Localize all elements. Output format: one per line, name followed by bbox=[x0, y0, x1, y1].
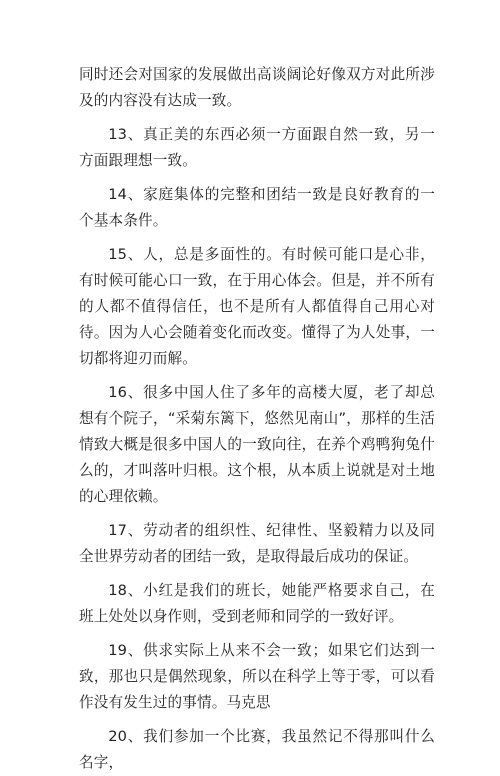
paragraph-13: 13、真正美的东西必须一方面跟自然一致，另一方面跟理想一致。 bbox=[79, 126, 435, 169]
paragraph-18: 18、小红是我们的班长，她能严格要求自己，在班上处处以身作则，受到老师和同学的一致好评。 bbox=[79, 582, 435, 625]
document-body bbox=[79, 62, 435, 776]
paragraph-16: 16、很多中国人住了多年的高楼大厦，老了却总想有个院子，“采菊东篱下，悠然见南山”，那样的生活情致大概是很多中国人的一致向往，在养个鸡鸭狗兔什么的，才叫落叶归根。这个根，从本质上说就是对土地的心理依赖。 bbox=[79, 384, 435, 505]
paragraph-17: 17、劳动者的组织性、纪律性、坚毅精力以及同全世界劳动者的团结一致，是取得最后成功的保证。 bbox=[79, 522, 435, 565]
paragraph-20: 20、我们参加一个比赛，我虽然记不得那叫什么名字， bbox=[79, 728, 435, 771]
paragraph-14: 14、家庭集体的完整和团结一致是良好教育的一个基本条件。 bbox=[79, 186, 435, 229]
paragraph-continuation: 同时还会对国家的发展做出高谈阔论好像双方对此所涉及的内容没有达成一致。 bbox=[79, 66, 435, 109]
paragraph-15: 15、人，总是多面性的。有时候可能口是心非，有时候可能心口一致，在于用心体会。但是，并不所有的人都不值得信任，也不是所有人都值得自己用心对待。因为人心会随着变化而改变。懂得了为人处事，一切都将迎刃而解。 bbox=[79, 246, 435, 367]
paragraph-19: 19、供求实际上从来不会一致；如果它们达到一致，那也只是偶然现象，所以在科学上等于零，可以看作没有发生过的事情。马克思 bbox=[79, 642, 435, 711]
